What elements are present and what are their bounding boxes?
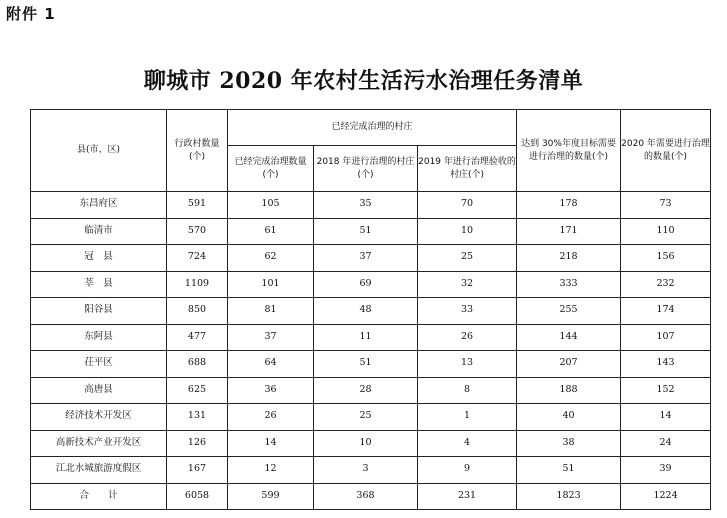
cell-target-30pct: 207	[517, 351, 621, 378]
cell-county: 经济技术开发区	[31, 404, 167, 431]
cell-needed-2020: 73	[621, 192, 711, 219]
cell-completed-count: 14	[228, 430, 314, 457]
cell-2018-in-progress: 3	[314, 457, 418, 484]
cell-2018-in-progress: 368	[314, 483, 418, 510]
cell-completed-count: 101	[228, 271, 314, 298]
cell-completed-count: 599	[228, 483, 314, 510]
cell-county: 东阿县	[31, 324, 167, 351]
cell-completed-count: 61	[228, 218, 314, 245]
cell-2019-accepted: 1	[418, 404, 517, 431]
cell-needed-2020: 110	[621, 218, 711, 245]
table-row	[31, 351, 711, 378]
cell-2018-in-progress: 10	[314, 430, 418, 457]
cell-target-30pct: 178	[517, 192, 621, 219]
cell-county: 江北水城旅游度假区	[31, 457, 167, 484]
cell-county: 茌平区	[31, 351, 167, 378]
cell-completed-count: 81	[228, 298, 314, 325]
header-county: 县(市、区)	[31, 110, 167, 192]
cell-target-30pct: 171	[517, 218, 621, 245]
cell-county: 合 计	[31, 483, 167, 510]
cell-2018-in-progress: 51	[314, 351, 418, 378]
cell-2018-in-progress: 69	[314, 271, 418, 298]
cell-2019-accepted: 231	[418, 483, 517, 510]
cell-admin-villages: 591	[167, 192, 228, 219]
cell-2019-accepted: 33	[418, 298, 517, 325]
cell-needed-2020: 152	[621, 377, 711, 404]
header-target-30pct: 达到 30%年度目标需要进行治理的数量(个)	[517, 110, 621, 192]
cell-completed-count: 105	[228, 192, 314, 219]
cell-admin-villages: 724	[167, 245, 228, 272]
page-title: 聊城市 2020 年农村生活污水治理任务清单	[143, 68, 584, 94]
cell-admin-villages: 167	[167, 457, 228, 484]
attachment-label: 附件 1	[6, 5, 56, 23]
header-completed-group: 已经完成治理的村庄	[228, 110, 517, 146]
cell-admin-villages: 688	[167, 351, 228, 378]
cell-target-30pct: 333	[517, 271, 621, 298]
cell-completed-count: 26	[228, 404, 314, 431]
cell-target-30pct: 255	[517, 298, 621, 325]
cell-needed-2020: 24	[621, 430, 711, 457]
cell-2019-accepted: 13	[418, 351, 517, 378]
cell-county: 冠 县	[31, 245, 167, 272]
cell-2019-accepted: 25	[418, 245, 517, 272]
cell-admin-villages: 1109	[167, 271, 228, 298]
table-row	[31, 430, 711, 457]
table-row	[31, 192, 711, 219]
cell-2018-in-progress: 51	[314, 218, 418, 245]
cell-target-30pct: 144	[517, 324, 621, 351]
cell-2018-in-progress: 25	[314, 404, 418, 431]
cell-county: 阳谷县	[31, 298, 167, 325]
cell-needed-2020: 143	[621, 351, 711, 378]
cell-2019-accepted: 8	[418, 377, 517, 404]
cell-needed-2020: 232	[621, 271, 711, 298]
cell-2018-in-progress: 28	[314, 377, 418, 404]
cell-2019-accepted: 26	[418, 324, 517, 351]
table-row	[31, 404, 711, 431]
cell-2018-in-progress: 11	[314, 324, 418, 351]
cell-county: 东昌府区	[31, 192, 167, 219]
table-row	[31, 271, 711, 298]
total-row	[31, 483, 711, 510]
cell-needed-2020: 107	[621, 324, 711, 351]
cell-needed-2020: 1224	[621, 483, 711, 510]
table-row	[31, 245, 711, 272]
cell-completed-count: 64	[228, 351, 314, 378]
cell-target-30pct: 51	[517, 457, 621, 484]
table-row	[31, 324, 711, 351]
header-admin-villages: 行政村数量(个)	[167, 110, 228, 192]
cell-county: 莘 县	[31, 271, 167, 298]
cell-2019-accepted: 9	[418, 457, 517, 484]
cell-county: 高新技术产业开发区	[31, 430, 167, 457]
cell-admin-villages: 570	[167, 218, 228, 245]
cell-admin-villages: 625	[167, 377, 228, 404]
cell-admin-villages: 131	[167, 404, 228, 431]
cell-completed-count: 37	[228, 324, 314, 351]
cell-admin-villages: 850	[167, 298, 228, 325]
cell-completed-count: 12	[228, 457, 314, 484]
header-2018-in-progress: 2018 年进行治理的村庄(个)	[314, 146, 418, 192]
cell-2018-in-progress: 37	[314, 245, 418, 272]
table-row	[31, 377, 711, 404]
cell-admin-villages: 477	[167, 324, 228, 351]
cell-target-30pct: 40	[517, 404, 621, 431]
cell-target-30pct: 188	[517, 377, 621, 404]
cell-2018-in-progress: 48	[314, 298, 418, 325]
cell-county: 临清市	[31, 218, 167, 245]
cell-target-30pct: 1823	[517, 483, 621, 510]
cell-county: 高唐县	[31, 377, 167, 404]
cell-2019-accepted: 4	[418, 430, 517, 457]
cell-needed-2020: 39	[621, 457, 711, 484]
header-2019-accepted: 2019 年进行治理验收的村庄(个)	[418, 146, 517, 192]
cell-2019-accepted: 32	[418, 271, 517, 298]
cell-needed-2020: 156	[621, 245, 711, 272]
table-row	[31, 218, 711, 245]
table-row	[31, 457, 711, 484]
table-row	[31, 298, 711, 325]
cell-target-30pct: 218	[517, 245, 621, 272]
header-needed-2020: 2020 年需要进行治理的数量(个)	[621, 110, 711, 192]
cell-2019-accepted: 10	[418, 218, 517, 245]
cell-admin-villages: 6058	[167, 483, 228, 510]
cell-completed-count: 62	[228, 245, 314, 272]
cell-needed-2020: 174	[621, 298, 711, 325]
cell-2018-in-progress: 35	[314, 192, 418, 219]
cell-admin-villages: 126	[167, 430, 228, 457]
header-completed-count: 已经完成治理数量(个)	[228, 146, 314, 192]
cell-needed-2020: 14	[621, 404, 711, 431]
task-table	[30, 109, 711, 510]
cell-target-30pct: 38	[517, 430, 621, 457]
cell-2019-accepted: 70	[418, 192, 517, 219]
cell-completed-count: 36	[228, 377, 314, 404]
